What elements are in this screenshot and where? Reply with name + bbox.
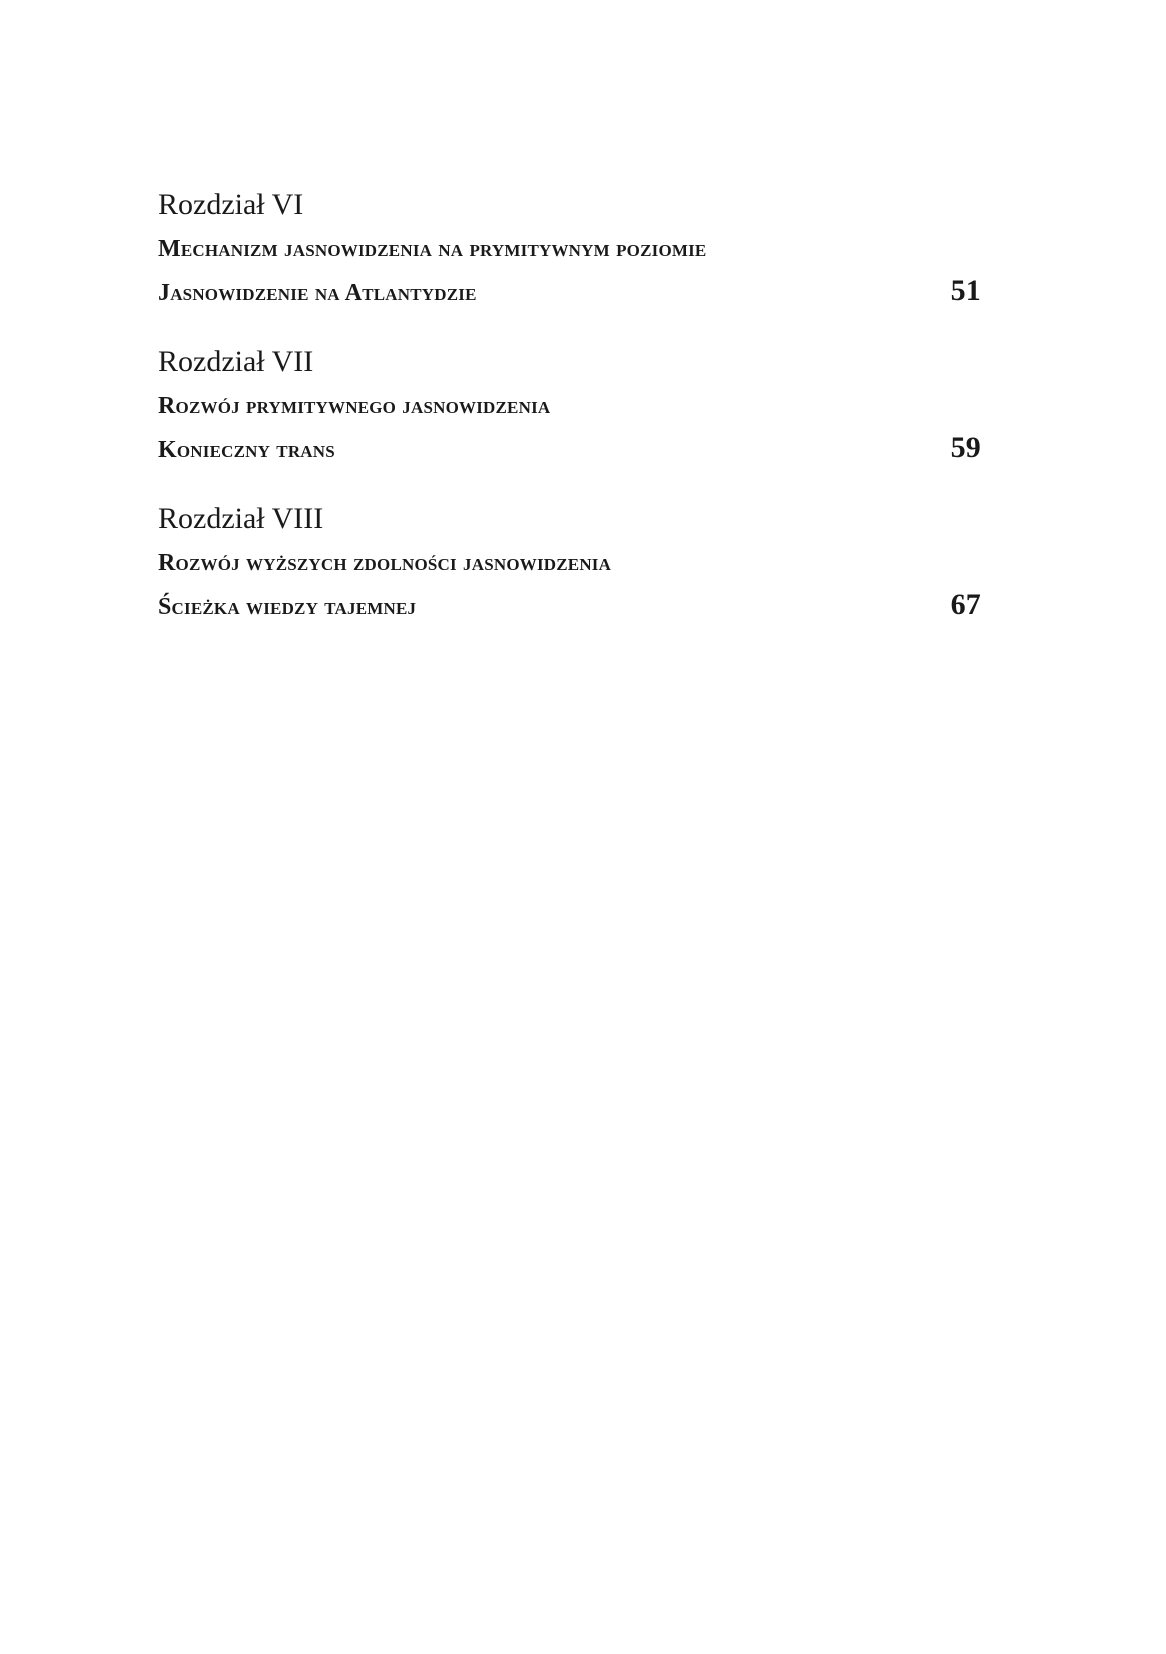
chapter-heading: Rozdział VII (158, 345, 314, 378)
page-number: 51 (950, 274, 981, 307)
chapter-subtitle-row (158, 276, 981, 308)
toc-entry-chapter-7 (158, 343, 981, 465)
page-number: 67 (950, 588, 981, 621)
chapter-title: Rozwój wyższych zdolności jasnowidzenia (158, 550, 612, 576)
toc-entry-chapter-8 (158, 500, 981, 622)
chapter-title: Mechanizm jasnowidzenia na prymitywnym poziomie (158, 236, 707, 262)
chapter-heading: Rozdział VIII (158, 502, 324, 535)
toc-entry-chapter-6 (158, 186, 981, 308)
chapter-subtitle: Ścieżka wiedzy tajemnej (158, 594, 417, 620)
chapter-title: Rozwój prymitywnego jasnowidzenia (158, 393, 551, 419)
page-number: 59 (950, 431, 981, 464)
chapter-subtitle-row (158, 433, 981, 465)
chapter-subtitle: Konieczny trans (158, 437, 335, 463)
chapter-subtitle: Jasnowidzenie na Atlantydzie (158, 280, 477, 306)
chapter-subtitle-row (158, 590, 981, 622)
chapter-heading: Rozdział VI (158, 188, 304, 221)
